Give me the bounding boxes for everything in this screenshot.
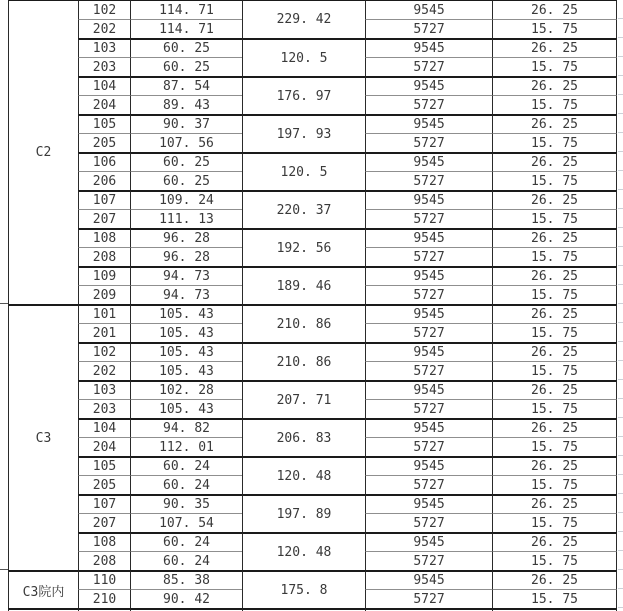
total-cell: 120. 5 xyxy=(242,152,365,190)
room-cell: 101 xyxy=(78,304,130,323)
left-gridline-stub xyxy=(0,303,8,304)
rate-cell: 26. 25 xyxy=(492,532,617,551)
quantity-cell: 9545 xyxy=(365,532,492,551)
room-cell: 102 xyxy=(78,342,130,361)
table-row xyxy=(8,152,617,171)
quantity-cell: 9545 xyxy=(365,266,492,285)
building-cell: C3 xyxy=(8,304,78,570)
room-cell: 106 xyxy=(78,152,130,171)
area-cell: 60. 25 xyxy=(130,171,242,190)
quantity-cell: 9545 xyxy=(365,190,492,209)
area-cell: 94. 73 xyxy=(130,285,242,304)
rate-cell: 26. 25 xyxy=(492,380,617,399)
room-cell: 202 xyxy=(78,361,130,380)
quantity-cell: 5727 xyxy=(365,95,492,114)
quantity-cell: 5727 xyxy=(365,133,492,152)
rate-cell: 15. 75 xyxy=(492,361,617,380)
room-cell: 205 xyxy=(78,133,130,152)
room-cell: 108 xyxy=(78,532,130,551)
right-gridline-strip xyxy=(618,0,623,611)
quantity-cell: 5727 xyxy=(365,171,492,190)
total-cell: 206. 83 xyxy=(242,418,365,456)
rate-cell: 15. 75 xyxy=(492,589,617,608)
room-cell: 110 xyxy=(78,570,130,589)
quantity-cell: 5727 xyxy=(365,57,492,76)
rate-cell: 26. 25 xyxy=(492,38,617,57)
quantity-cell: 5727 xyxy=(365,551,492,570)
area-cell: 109. 24 xyxy=(130,190,242,209)
rate-cell: 26. 25 xyxy=(492,190,617,209)
table-row xyxy=(8,494,617,513)
table-row xyxy=(8,304,617,323)
area-cell: 60. 25 xyxy=(130,38,242,57)
quantity-cell: 9545 xyxy=(365,380,492,399)
total-cell: 176. 97 xyxy=(242,76,365,114)
room-cell: 205 xyxy=(78,475,130,494)
total-cell: 210. 86 xyxy=(242,304,365,342)
table-row xyxy=(8,190,617,209)
rate-cell: 15. 75 xyxy=(492,19,617,38)
table-row xyxy=(8,114,617,133)
room-cell: 201 xyxy=(78,323,130,342)
quantity-cell: 5727 xyxy=(365,323,492,342)
rate-cell: 26. 25 xyxy=(492,76,617,95)
quantity-cell: 5727 xyxy=(365,247,492,266)
quantity-cell: 9545 xyxy=(365,570,492,589)
area-cell: 94. 82 xyxy=(130,418,242,437)
total-cell: 120. 5 xyxy=(242,38,365,76)
room-cell: 107 xyxy=(78,190,130,209)
room-cell: 206 xyxy=(78,171,130,190)
area-cell: 96. 28 xyxy=(130,228,242,247)
area-cell: 107. 56 xyxy=(130,133,242,152)
rate-cell: 15. 75 xyxy=(492,171,617,190)
area-cell: 105. 43 xyxy=(130,304,242,323)
rate-cell: 26. 25 xyxy=(492,570,617,589)
area-cell: 105. 43 xyxy=(130,323,242,342)
rate-cell: 26. 25 xyxy=(492,418,617,437)
area-cell: 60. 25 xyxy=(130,152,242,171)
room-cell: 108 xyxy=(78,228,130,247)
total-cell: 207. 71 xyxy=(242,380,365,418)
total-cell: 120. 48 xyxy=(242,456,365,494)
table-row xyxy=(8,456,617,475)
room-cell: 103 xyxy=(78,38,130,57)
area-cell: 114. 71 xyxy=(130,0,242,19)
room-cell: 210 xyxy=(78,589,130,608)
area-cell: 90. 42 xyxy=(130,589,242,608)
total-cell: 197. 89 xyxy=(242,494,365,532)
area-cell: 60. 24 xyxy=(130,456,242,475)
quantity-cell: 5727 xyxy=(365,513,492,532)
area-cell: 85. 38 xyxy=(130,570,242,589)
area-cell: 89. 43 xyxy=(130,95,242,114)
rate-cell: 26. 25 xyxy=(492,152,617,171)
area-cell: 60. 25 xyxy=(130,57,242,76)
quantity-cell: 9545 xyxy=(365,342,492,361)
area-cell: 111. 13 xyxy=(130,209,242,228)
area-cell: 90. 35 xyxy=(130,494,242,513)
room-cell: 208 xyxy=(78,247,130,266)
rate-cell: 26. 25 xyxy=(492,456,617,475)
quantity-cell: 9545 xyxy=(365,456,492,475)
area-cell: 107. 54 xyxy=(130,513,242,532)
rate-cell: 15. 75 xyxy=(492,247,617,266)
rate-cell: 15. 75 xyxy=(492,475,617,494)
room-cell: 204 xyxy=(78,95,130,114)
table-row xyxy=(8,38,617,57)
building-cell: C2 xyxy=(8,0,78,304)
room-cell: 203 xyxy=(78,57,130,76)
area-cell: 102. 28 xyxy=(130,380,242,399)
quantity-cell: 9545 xyxy=(365,114,492,133)
quantity-cell: 9545 xyxy=(365,494,492,513)
quantity-cell: 5727 xyxy=(365,437,492,456)
total-cell: 175. 8 xyxy=(242,570,365,608)
quantity-cell: 9545 xyxy=(365,152,492,171)
quantity-cell: 9545 xyxy=(365,418,492,437)
room-cell: 202 xyxy=(78,19,130,38)
quantity-cell: 9545 xyxy=(365,38,492,57)
rate-cell: 15. 75 xyxy=(492,513,617,532)
area-cell: 60. 24 xyxy=(130,551,242,570)
rate-cell: 26. 25 xyxy=(492,494,617,513)
room-cell: 207 xyxy=(78,513,130,532)
quantity-cell: 9545 xyxy=(365,228,492,247)
quantity-cell: 5727 xyxy=(365,209,492,228)
room-cell: 209 xyxy=(78,285,130,304)
area-cell: 105. 43 xyxy=(130,342,242,361)
table-row xyxy=(8,228,617,247)
room-cell: 104 xyxy=(78,418,130,437)
room-cell: 207 xyxy=(78,209,130,228)
area-cell: 112. 01 xyxy=(130,437,242,456)
rate-cell: 15. 75 xyxy=(492,209,617,228)
total-cell: 189. 46 xyxy=(242,266,365,304)
rate-cell: 26. 25 xyxy=(492,304,617,323)
building-cell: C3院内 xyxy=(8,570,78,608)
rate-cell: 15. 75 xyxy=(492,95,617,114)
quantity-cell: 5727 xyxy=(365,19,492,38)
area-cell: 60. 24 xyxy=(130,475,242,494)
area-cell: 114. 71 xyxy=(130,19,242,38)
area-cell: 90. 37 xyxy=(130,114,242,133)
left-gridline-stub xyxy=(0,569,8,570)
table-row xyxy=(8,342,617,361)
table-row xyxy=(8,266,617,285)
rate-cell: 26. 25 xyxy=(492,342,617,361)
room-cell: 105 xyxy=(78,114,130,133)
area-cell: 96. 28 xyxy=(130,247,242,266)
rate-cell: 15. 75 xyxy=(492,133,617,152)
quantity-cell: 5727 xyxy=(365,399,492,418)
quantity-cell: 9545 xyxy=(365,76,492,95)
rate-cell: 15. 75 xyxy=(492,551,617,570)
table-row xyxy=(8,570,617,589)
rate-cell: 26. 25 xyxy=(492,266,617,285)
total-cell: 197. 93 xyxy=(242,114,365,152)
area-cell: 105. 43 xyxy=(130,399,242,418)
area-cell: 60. 24 xyxy=(130,532,242,551)
table-row xyxy=(8,0,617,19)
room-cell: 109 xyxy=(78,266,130,285)
area-cell: 105. 43 xyxy=(130,361,242,380)
quantity-cell: 5727 xyxy=(365,475,492,494)
room-cell: 204 xyxy=(78,437,130,456)
rate-cell: 15. 75 xyxy=(492,323,617,342)
rate-cell: 26. 25 xyxy=(492,114,617,133)
total-cell: 229. 42 xyxy=(242,0,365,38)
table-row xyxy=(8,418,617,437)
room-cell: 208 xyxy=(78,551,130,570)
quantity-cell: 5727 xyxy=(365,361,492,380)
table-row xyxy=(8,532,617,551)
quantity-cell: 9545 xyxy=(365,304,492,323)
quantity-cell: 5727 xyxy=(365,589,492,608)
rate-cell: 15. 75 xyxy=(492,285,617,304)
total-cell: 192. 56 xyxy=(242,228,365,266)
quantity-cell: 9545 xyxy=(365,0,492,19)
total-cell: 210. 86 xyxy=(242,342,365,380)
total-cell: 220. 37 xyxy=(242,190,365,228)
area-cell: 87. 54 xyxy=(130,76,242,95)
room-cell: 105 xyxy=(78,456,130,475)
rate-cell: 15. 75 xyxy=(492,437,617,456)
rate-cell: 15. 75 xyxy=(492,57,617,76)
quantity-cell: 5727 xyxy=(365,285,492,304)
room-cell: 104 xyxy=(78,76,130,95)
total-cell: 120. 48 xyxy=(242,532,365,570)
room-cell: 203 xyxy=(78,399,130,418)
area-cell: 94. 73 xyxy=(130,266,242,285)
table-row xyxy=(8,380,617,399)
rate-cell: 26. 25 xyxy=(492,0,617,19)
rate-cell: 26. 25 xyxy=(492,228,617,247)
room-cell: 102 xyxy=(78,0,130,19)
measurement-table xyxy=(8,0,617,611)
room-cell: 103 xyxy=(78,380,130,399)
room-cell: 107 xyxy=(78,494,130,513)
rate-cell: 15. 75 xyxy=(492,399,617,418)
table-row xyxy=(8,76,617,95)
